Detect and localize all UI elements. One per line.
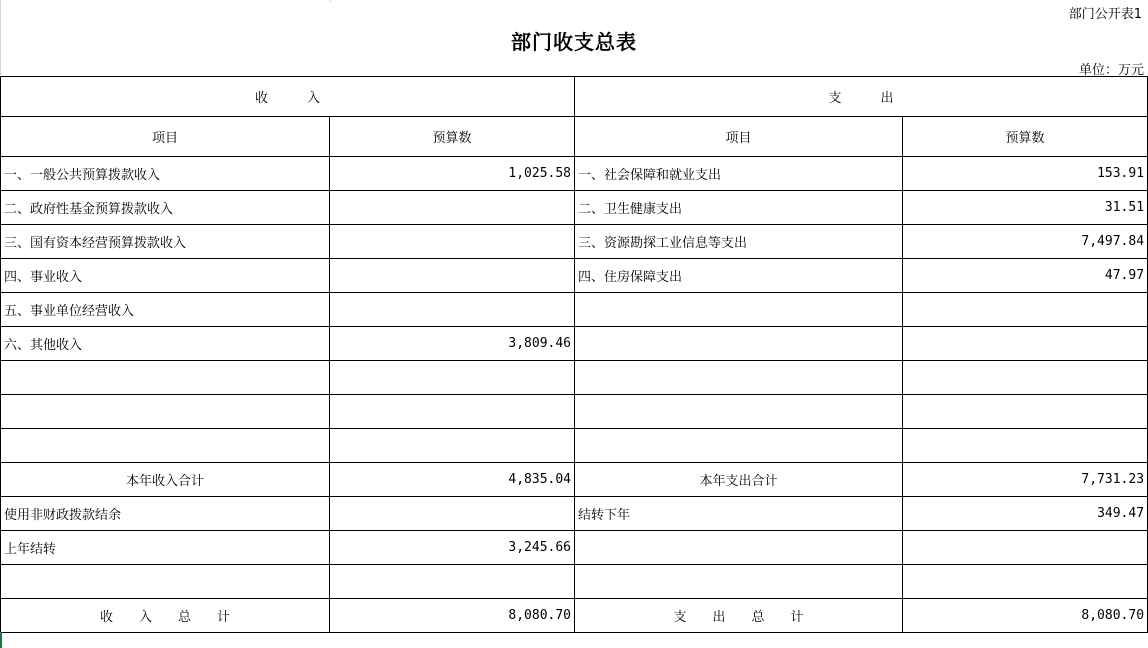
table-row (1, 565, 1148, 599)
table-row (1, 259, 1148, 293)
expense-grand-total-label[interactable]: 支 出 总 计 (575, 599, 903, 633)
income-item-cell[interactable]: 一、一般公共预算拨款收入 (1, 157, 330, 191)
table-row (1, 361, 1148, 395)
income-value-cell[interactable] (330, 191, 575, 225)
income-value-cell[interactable] (330, 395, 575, 429)
expense-value-cell[interactable]: 153.91 (903, 157, 1148, 191)
annual-total-row (1, 463, 1148, 497)
income-value-cell[interactable] (330, 497, 575, 531)
table-row (1, 293, 1148, 327)
income-value-cell[interactable]: 1,025.58 (330, 157, 575, 191)
expense-grand-total-value[interactable]: 8,080.70 (903, 599, 1148, 633)
income-item-cell[interactable]: 四、事业收入 (1, 259, 330, 293)
expense-value-cell[interactable]: 47.97 (903, 259, 1148, 293)
expense-item-cell[interactable] (575, 565, 903, 599)
expense-value-cell[interactable] (903, 395, 1148, 429)
table-row (1, 157, 1148, 191)
table-row (1, 225, 1148, 259)
income-item-cell[interactable] (1, 361, 330, 395)
income-value-cell[interactable]: 3,245.66 (330, 531, 575, 565)
income-value-cell[interactable] (330, 361, 575, 395)
table-row (1, 497, 1148, 531)
expense-value-cell[interactable]: 349.47 (903, 497, 1148, 531)
income-item-cell[interactable]: 三、国有资本经营预算拨款收入 (1, 225, 330, 259)
expense-value-cell[interactable] (903, 327, 1148, 361)
expense-budget-header[interactable]: 预算数 (903, 117, 1148, 157)
income-value-cell[interactable]: 3,809.46 (330, 327, 575, 361)
summary-table (0, 76, 1148, 633)
expense-value-cell[interactable]: 7,497.84 (903, 225, 1148, 259)
expense-value-cell[interactable] (903, 565, 1148, 599)
income-total-value[interactable]: 4,835.04 (330, 463, 575, 497)
expense-item-header[interactable]: 项目 (575, 117, 903, 157)
page-title: 部门收支总表 (511, 30, 637, 54)
table-row (1, 531, 1148, 565)
income-grand-total-value[interactable]: 8,080.70 (330, 599, 575, 633)
income-section-header[interactable]: 收 入 (1, 77, 575, 117)
income-item-cell[interactable]: 二、政府性基金预算拨款收入 (1, 191, 330, 225)
unit-label: 单位：万元 (1078, 63, 1144, 78)
expense-value-cell[interactable] (903, 293, 1148, 327)
income-value-cell[interactable] (330, 565, 575, 599)
expense-section-header[interactable]: 支 出 (575, 77, 1148, 117)
expense-item-cell[interactable] (575, 531, 903, 565)
income-budget-header[interactable]: 预算数 (330, 117, 575, 157)
expense-item-cell[interactable]: 四、住房保障支出 (575, 259, 903, 293)
income-value-cell[interactable] (330, 259, 575, 293)
income-item-cell[interactable]: 使用非财政拨款结余 (1, 497, 330, 531)
income-item-cell[interactable]: 五、事业单位经营收入 (1, 293, 330, 327)
expense-item-cell[interactable]: 二、卫生健康支出 (575, 191, 903, 225)
selection-marker (0, 632, 2, 648)
table-row (1, 191, 1148, 225)
expense-value-cell[interactable]: 31.51 (903, 191, 1148, 225)
income-grand-total-label[interactable]: 收 入 总 计 (1, 599, 330, 633)
expense-value-cell[interactable] (903, 429, 1148, 463)
income-item-header[interactable]: 项目 (1, 117, 330, 157)
income-item-cell[interactable] (1, 429, 330, 463)
expense-total-value[interactable]: 7,731.23 (903, 463, 1148, 497)
table-row (1, 395, 1148, 429)
income-value-cell[interactable] (330, 225, 575, 259)
table-row (1, 327, 1148, 361)
expense-item-cell[interactable] (575, 327, 903, 361)
grand-total-row (1, 599, 1148, 633)
income-item-cell[interactable]: 上年结转 (1, 531, 330, 565)
form-number: 部门公开表1 (1068, 7, 1142, 22)
expense-item-cell[interactable]: 一、社会保障和就业支出 (575, 157, 903, 191)
income-total-label[interactable]: 本年收入合计 (1, 463, 330, 497)
expense-item-cell[interactable]: 结转下年 (575, 497, 903, 531)
expense-item-cell[interactable] (575, 361, 903, 395)
expense-item-cell[interactable]: 三、资源勘探工业信息等支出 (575, 225, 903, 259)
expense-item-cell[interactable] (575, 293, 903, 327)
income-item-cell[interactable]: 六、其他收入 (1, 327, 330, 361)
expense-item-cell[interactable] (575, 429, 903, 463)
column-header-row (1, 117, 1148, 157)
table-row (1, 429, 1148, 463)
income-item-cell[interactable] (1, 395, 330, 429)
expense-item-cell[interactable] (575, 395, 903, 429)
gridline (330, 0, 331, 2)
expense-value-cell[interactable] (903, 531, 1148, 565)
section-header-row (1, 77, 1148, 117)
income-value-cell[interactable] (330, 429, 575, 463)
expense-total-label[interactable]: 本年支出合计 (575, 463, 903, 497)
income-value-cell[interactable] (330, 293, 575, 327)
expense-value-cell[interactable] (903, 361, 1148, 395)
income-item-cell[interactable] (1, 565, 330, 599)
